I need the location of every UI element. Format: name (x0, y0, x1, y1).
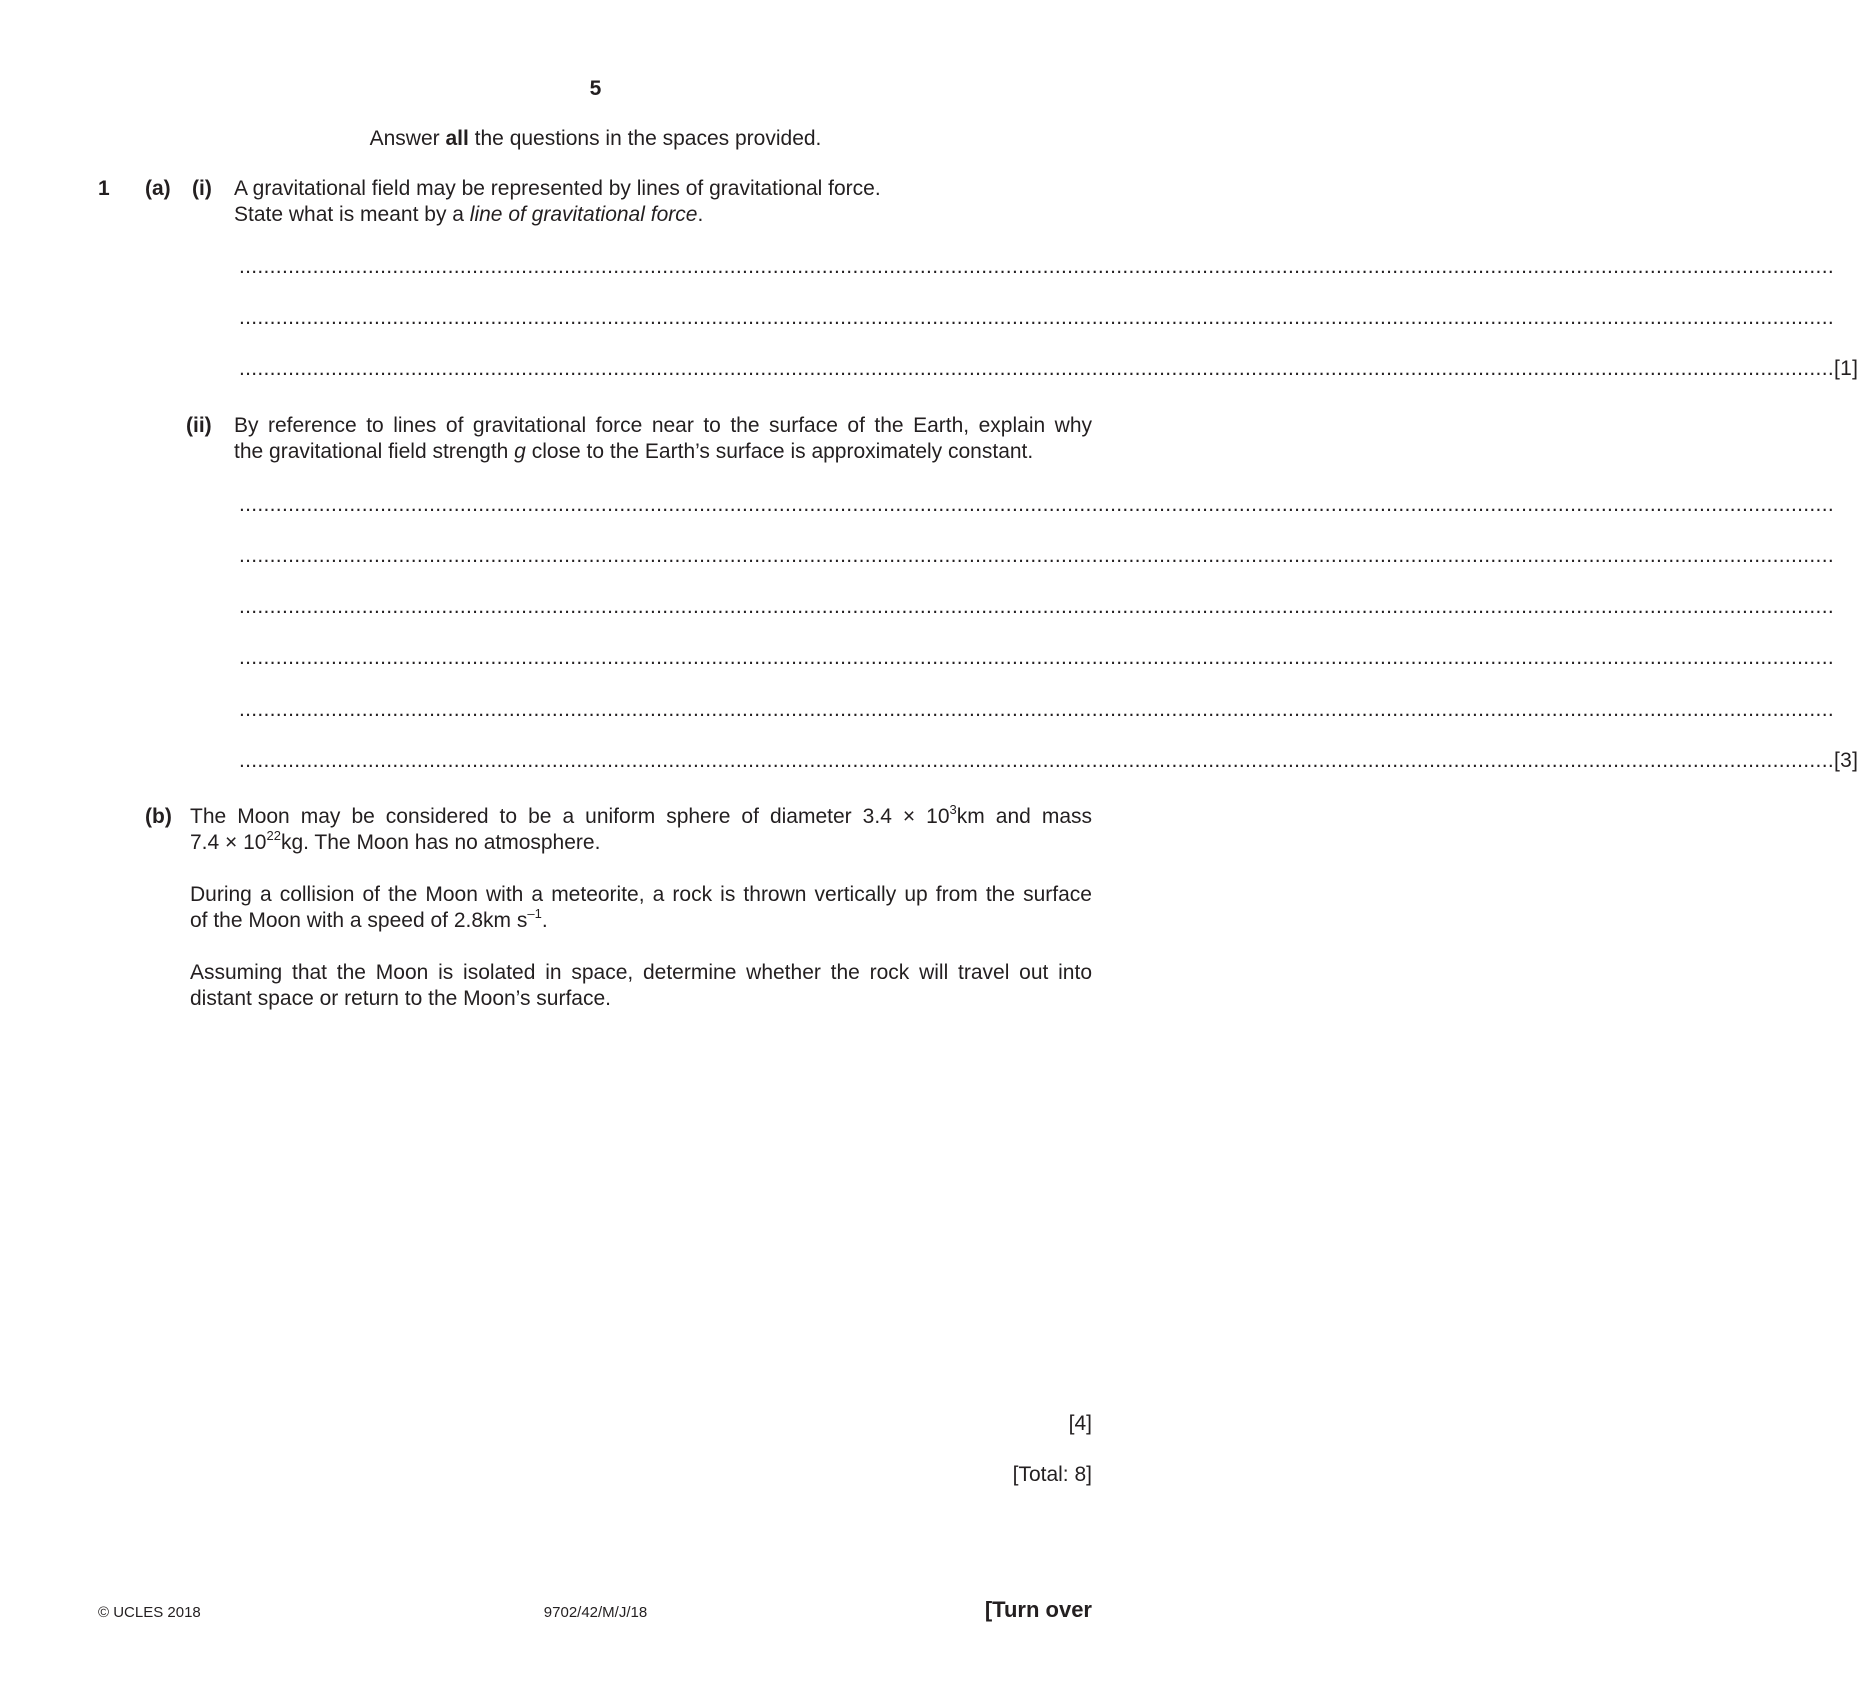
question-1aii-text: By reference to lines of gravitational force near to the surface of the Earth, explain why the gravitational field strength g close to the Earth’s surface is approximately constant. (234, 414, 1092, 463)
paper-code: 9702/42/M/J/18 (543, 1604, 648, 1621)
part-b-label: (b) (145, 805, 172, 828)
answer-line[interactable]: .................................................................................................................................................................................................................................................................... (239, 646, 1834, 669)
mark-allocation: [4] (1068, 1412, 1092, 1435)
question-number: 1 (98, 177, 110, 200)
answer-line[interactable]: .................................................................................................................................................................................................................................................................... [1] (239, 357, 1858, 380)
mark-allocation: [1] (1833, 357, 1858, 380)
total-marks: [Total: 8] (1012, 1463, 1092, 1486)
question-1ai-text: A gravitational field may be represented by lines of gravitational force. State what is meant by a line of gravitational force. (234, 177, 881, 226)
answer-line[interactable]: .................................................................................................................................................................................................................................................................... (239, 698, 1834, 721)
subpart-i-label: (i) (192, 177, 212, 200)
turn-over: [Turn over (984, 1597, 1092, 1622)
working-space[interactable] (190, 1020, 1092, 1400)
instruction-emphasis: all (445, 127, 469, 150)
answer-line[interactable]: .................................................................................................................................................................................................................................................................... (239, 493, 1834, 516)
question-1b-text: The Moon may be considered to be a uniform sphere of diameter $3.4 \times 10^3km$ and mass $7.4 \times 10^{22}kg$. The Moon has no atmosphere. During a collision of the Moon with a meteorite, a rock is thrown vertically up from the surface of the Moon with a speed of 2.8km $s^{-1}$. Assuming that the Moon is isolated in space, determine whether the rock will travel out into distant space or return to the Moon’s surface. (190, 802, 1093, 1010)
copyright: © UCLES 2018 (98, 1604, 201, 1621)
part-a-label: (a) (145, 177, 171, 200)
answer-line[interactable]: .................................................................................................................................................................................................................................................................... (239, 544, 1834, 567)
answer-line[interactable]: .................................................................................................................................................................................................................................................................... (239, 255, 1834, 278)
answer-line[interactable]: .................................................................................................................................................................................................................................................................... [3] (239, 749, 1858, 772)
mark-allocation: [3] (1833, 749, 1858, 772)
subpart-ii-label: (ii) (186, 414, 212, 437)
answer-line[interactable]: .................................................................................................................................................................................................................................................................... (239, 595, 1834, 618)
instruction: Answer all the questions in the spaces provided. (369, 127, 822, 150)
answer-line[interactable]: .................................................................................................................................................................................................................................................................... (239, 306, 1834, 329)
page-number: 5 (589, 77, 602, 100)
